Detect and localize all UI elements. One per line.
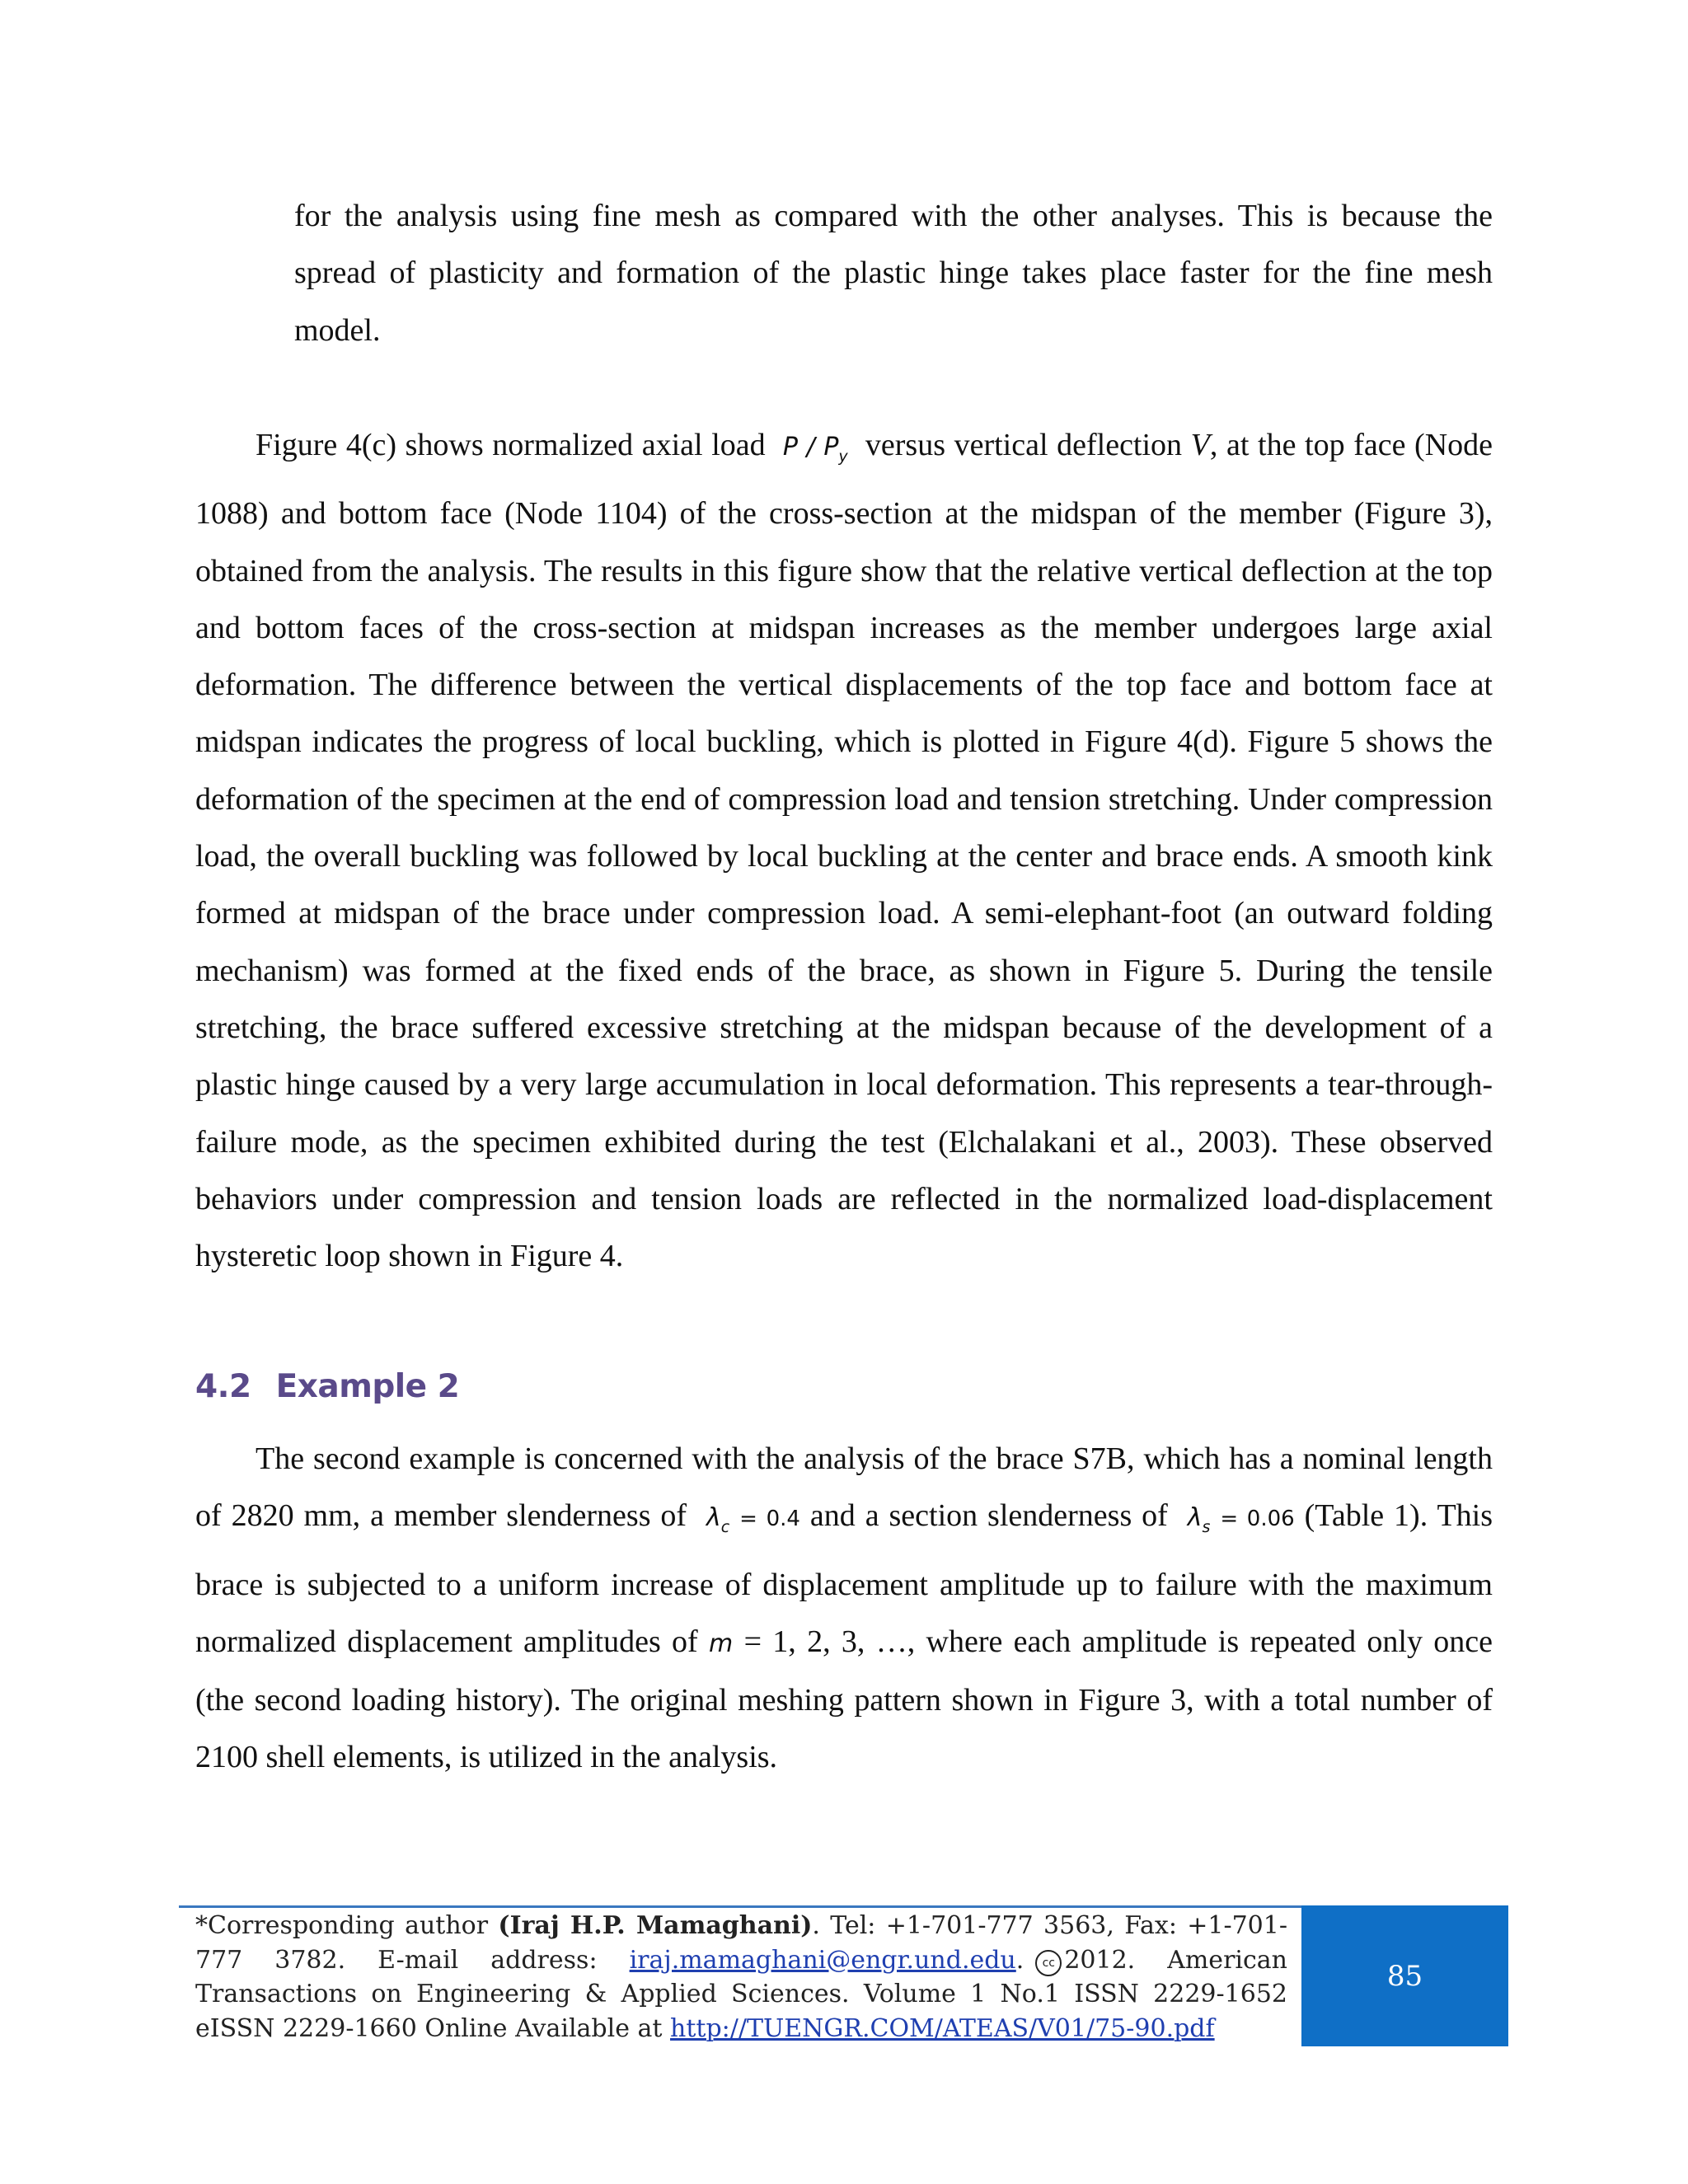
paragraph-continuation: for the analysis using fine mesh as compared with the other analyses. This is because the spread of plasticity and formation of the plastic hinge takes place faster for the fine mesh model. [294,199,1493,348]
footer-divider [179,1905,1301,1908]
author-name: (Iraj H.P. Mamaghani) [498,1911,813,1940]
variable-m: m [709,1629,734,1658]
section-heading [195,1368,459,1405]
paragraph-example-2: The second example is concerned with the analysis of the brace S7B, which has a nominal length of 2820 mm, a member slenderness of $\lambda_c = 0.4$ and a section slenderness of $\lambda_s = 0.06$ (Table 1). This brace is subjected to a uniform increase of displacement amplitude up to failure with the maximum normalized displacement amplitudes of m = 1, 2, 3, …, where each amplitude is repeated only once (the second loading history). The original meshing pattern shown in Figure 3, with a total number of 2100 shell elements, is utilized in the analysis. [195,1441,1493,1775]
section-title: Example 2 [275,1368,460,1405]
paragraph-text: Figure 4(c) shows normalized axial load [256,428,766,462]
page-number: 85 [1386,1959,1423,1993]
section-number: 4.2 [195,1368,251,1405]
paragraph-figure-4c: Figure 4(c) shows normalized axial load P / $P_y$ versus vertical deflection V, at the top face (Node 1088) and bottom face (Node 1104) of the cross-section at the midspan of the member (Figure 3), obtained from the analysis. The results in this figure show that the relative vertical deflection at the top and bottom faces of the cross-section at midspan increases as the member undergoes large axial deformation. The difference between the vertical displacements of the top face and bottom face at midspan indicates the progress of local buckling, which is plotted in Figure 4(d). Figure 5 shows the deformation of the specimen at the end of compression load and tension stretching. Under compression load, the overall buckling was followed by local buckling at the center and brace ends. A smooth kink formed at midspan of the brace under compression load. A semi-elephant-foot (an outward folding mechanism) was formed at the fixed ends of the brace, as shown in Figure 5. During the tensile stretching, the brace suffered excessive stretching at the midspan because of the development of a plastic hinge caused by a very large accumulation in local deformation. This represents a tear-through-failure mode, as the specimen exhibited during the test (Elchalakani et al., 2003). These observed behaviors under compression and tension loads are reflected in the normalized load-displacement hysteretic loop shown in Figure 4. [195,428,1493,1274]
footer-note: *Corresponding author (Iraj H.P. Mamaghani). Tel: +1-701-777 3563, Fax: +1-701-777 3782. E-mail address: iraj.mamaghani@engr.und.edu. cc 2012. American Transactions on Engineering & Applied Sciences. Volume 1 No.1 ISSN 2229-1652 eISSN 2229-1660 Online Available at http://TUENGR.COM/ATEAS/V01/75-90.pdf [195,1911,1288,2043]
copyright-icon: cc [1035,1950,1062,1976]
formula-lambda-c: $\lambda_c = 0.4$ [706,1503,800,1537]
page-number-box [1301,1905,1508,2046]
article-url-link[interactable]: http://TUENGR.COM/ATEAS/V01/75-90.pdf [670,2013,1215,2043]
formula-p-over-py: P / $P_y$ [782,433,848,466]
email-link[interactable]: iraj.mamaghani@engr.und.edu [629,1945,1016,1975]
formula-lambda-s: $\lambda_s = 0.06$ [1187,1503,1295,1537]
variable-v: V [1190,428,1210,462]
